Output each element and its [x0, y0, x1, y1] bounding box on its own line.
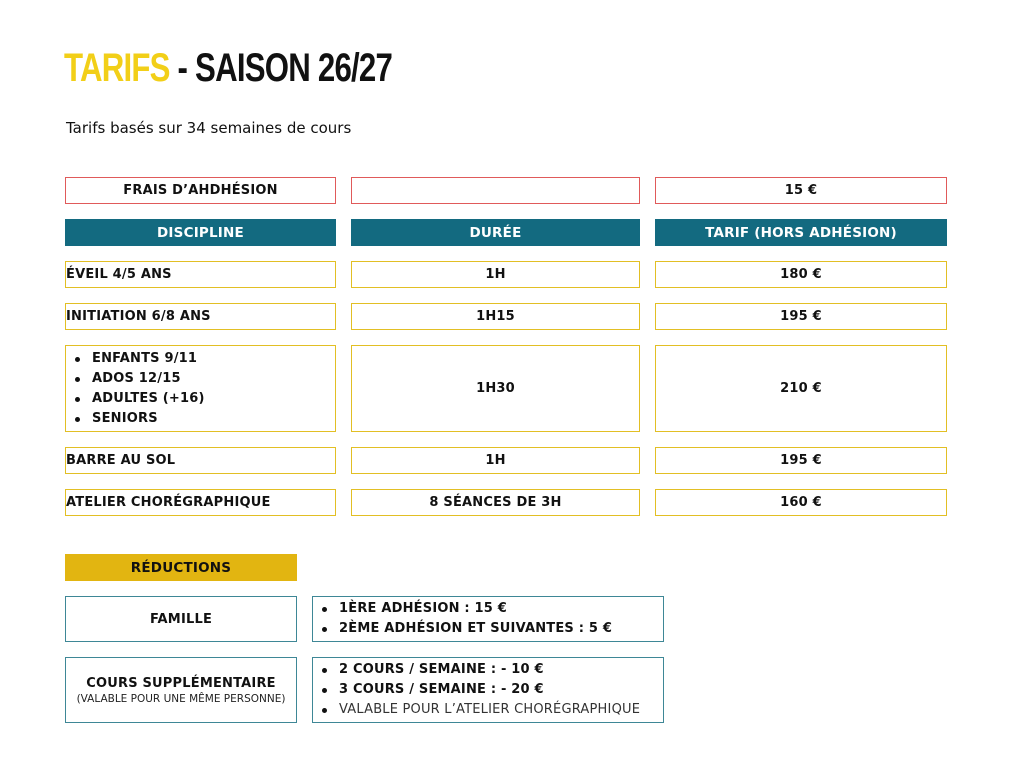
family-label-cell — [65, 596, 297, 642]
row-price-cell — [655, 261, 947, 288]
row-price-cell — [655, 447, 947, 474]
membership-price-cell — [655, 177, 947, 204]
membership-label-cell — [65, 177, 336, 204]
reductions-header — [65, 554, 297, 581]
row-discipline-cell — [65, 489, 336, 516]
row-duration-cell — [351, 447, 640, 474]
extra-items-cell — [312, 657, 664, 723]
extra-label-cell — [65, 657, 297, 723]
row-discipline: ATELIER CHORÉGRAPHIQUE — [66, 495, 271, 510]
extra-list — [313, 660, 640, 720]
row-price: 180 € — [780, 267, 822, 282]
membership-price: 15 € — [784, 183, 818, 198]
extra-note: (VALABLE POUR UNE MÊME PERSONNE) — [76, 692, 286, 705]
header-duration — [351, 219, 640, 246]
row-price-cell — [655, 345, 947, 432]
row-price: 210 € — [780, 381, 822, 396]
family-items-cell — [312, 596, 664, 642]
row-discipline-cell — [65, 447, 336, 474]
list-item: 3 COURS / SEMAINE : - 20 € — [313, 680, 640, 700]
row-price: 195 € — [780, 309, 822, 324]
list-item: ADULTES (+16) — [66, 389, 205, 409]
list-item: 2 COURS / SEMAINE : - 10 € — [313, 660, 640, 680]
list-item: SENIORS — [66, 409, 205, 429]
row-price: 160 € — [780, 495, 822, 510]
membership-label: FRAIS D’AHDHÉSION — [123, 183, 278, 198]
page-subtitle: Tarifs basés sur 34 semaines de cours — [66, 119, 352, 137]
extra-label: COURS SUPPLÉMENTAIRE — [86, 675, 276, 691]
list-item: 2ÈME ADHÉSION ET SUIVANTES : 5 € — [313, 619, 612, 639]
row-price-cell — [655, 303, 947, 330]
header-discipline-label: DISCIPLINE — [157, 224, 244, 241]
family-label: FAMILLE — [149, 611, 213, 627]
row-duration: 1H — [485, 267, 506, 282]
row-discipline-cell — [65, 303, 336, 330]
row-duration: 1H — [485, 453, 506, 468]
row-duration-cell — [351, 345, 640, 432]
row-discipline-cell — [65, 345, 336, 432]
row-duration-cell — [351, 303, 640, 330]
row-duration-cell — [351, 489, 640, 516]
title-rest: - SAISON 26/27 — [169, 46, 393, 90]
header-discipline — [65, 219, 336, 246]
row-discipline: INITIATION 6/8 ANS — [66, 309, 211, 324]
list-item: ENFANTS 9/11 — [66, 349, 205, 369]
header-price — [655, 219, 947, 246]
title-accent: TARIFS — [64, 46, 170, 90]
row-price: 195 € — [780, 453, 822, 468]
row-duration: 1H15 — [476, 309, 515, 324]
reductions-header-label: RÉDUCTIONS — [130, 559, 232, 576]
row-discipline: ÉVEIL 4/5 ANS — [66, 267, 172, 282]
family-list — [313, 599, 612, 639]
discipline-list — [66, 349, 205, 429]
row-duration: 8 SÉANCES DE 3H — [429, 495, 562, 510]
list-item: ADOS 12/15 — [66, 369, 205, 389]
page-title — [64, 44, 392, 92]
list-item: VALABLE POUR L’ATELIER CHORÉGRAPHIQUE — [313, 700, 640, 720]
list-item: 1ÈRE ADHÉSION : 15 € — [313, 599, 612, 619]
header-duration-label: DURÉE — [469, 224, 522, 241]
row-discipline-cell — [65, 261, 336, 288]
header-price-label: TARIF (HORS ADHÉSION) — [705, 224, 897, 241]
row-price-cell — [655, 489, 947, 516]
row-duration-cell — [351, 261, 640, 288]
membership-middle-cell — [351, 177, 640, 204]
row-duration: 1H30 — [476, 381, 515, 396]
row-discipline: BARRE AU SOL — [66, 453, 176, 468]
